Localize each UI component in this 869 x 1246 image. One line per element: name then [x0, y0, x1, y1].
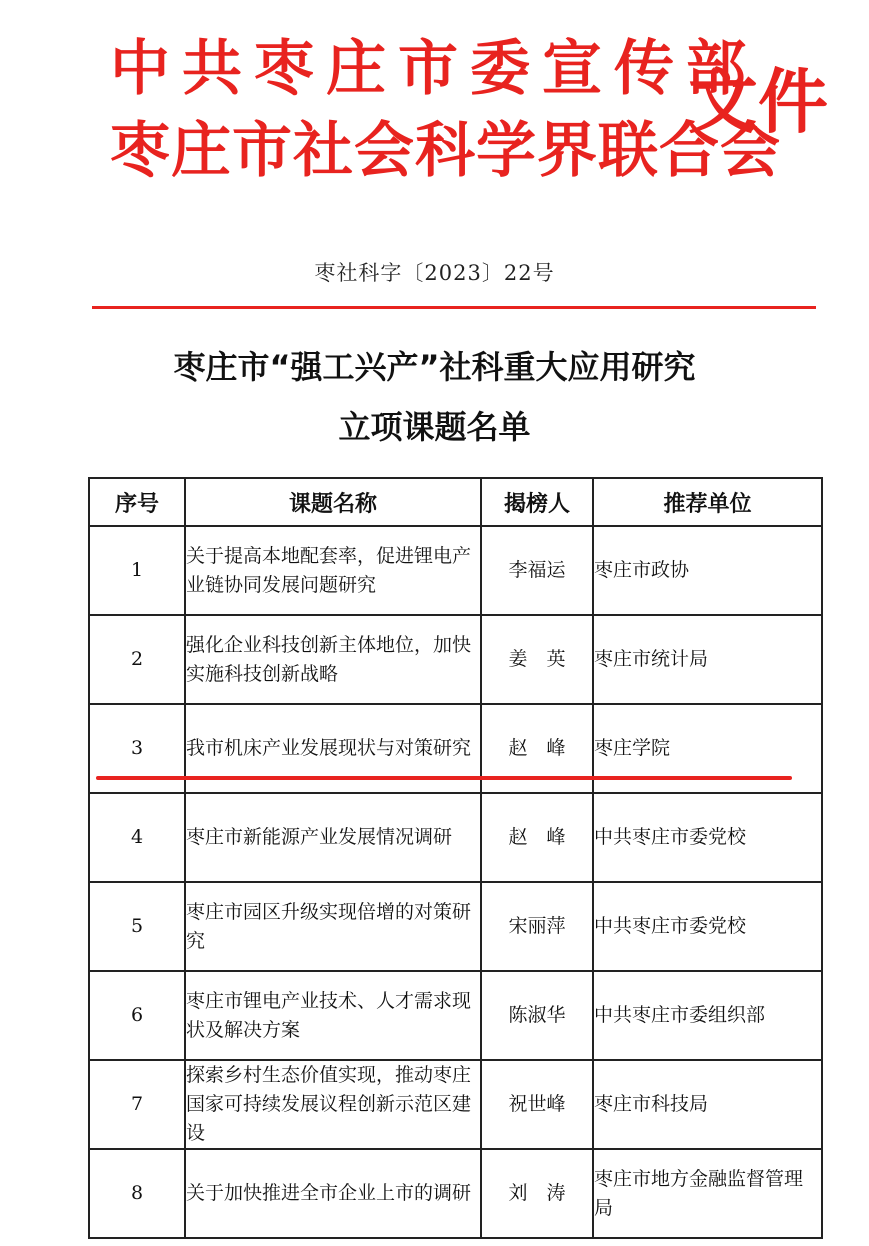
- page-title-line-1: 枣庄市“强工兴产”社科重大应用研究: [173, 348, 696, 386]
- row-person: 李福运: [481, 526, 593, 615]
- row-no: 3: [89, 704, 185, 793]
- doc-type-label: 文件: [688, 61, 828, 143]
- row-no: 2: [89, 615, 185, 704]
- issuer-line-2: 枣庄市社会科学界联合会: [110, 116, 781, 186]
- row-topic: 我市机床产业发展现状与对策研究: [185, 704, 481, 793]
- table-row: [89, 615, 822, 704]
- row-unit: 枣庄学院: [593, 704, 822, 793]
- table-row: [89, 1149, 822, 1238]
- header-unit: 推荐单位: [593, 478, 822, 526]
- row-no: 6: [89, 971, 185, 1060]
- row-person: 赵 峰: [481, 704, 593, 793]
- table-row: [89, 971, 822, 1060]
- header-no: 序号: [89, 478, 185, 526]
- row-topic: 枣庄市锂电产业技术、人才需求现状及解决方案: [185, 971, 481, 1060]
- table-row: [89, 526, 822, 615]
- row-no: 1: [89, 526, 185, 615]
- table-row: [89, 882, 822, 971]
- issuer-line-1: 中共枣庄市委宣传部: [110, 34, 758, 104]
- header-topic: 课题名称: [185, 478, 481, 526]
- table-row: [89, 1060, 822, 1149]
- row-topic: 关于加快推进全市企业上市的调研: [185, 1149, 481, 1238]
- row-topic: 枣庄市园区升级实现倍增的对策研究: [185, 882, 481, 971]
- row-topic: 强化企业科技创新主体地位，加快实施科技创新战略: [185, 615, 481, 704]
- header-divider: [92, 306, 816, 309]
- page-title-line-2: 立项课题名单: [338, 408, 531, 446]
- row-person: 陈淑华: [481, 971, 593, 1060]
- document-number: 枣社科字〔2023〕22号: [314, 261, 555, 285]
- row-person: 宋丽萍: [481, 882, 593, 971]
- row-unit: 中共枣庄市委党校: [593, 882, 822, 971]
- project-table: [88, 477, 823, 1239]
- row-unit: 中共枣庄市委党校: [593, 793, 822, 882]
- table-header-row: [89, 478, 822, 526]
- row-unit: 枣庄市科技局: [593, 1060, 822, 1149]
- row-topic: 枣庄市新能源产业发展情况调研: [185, 793, 481, 882]
- row-unit: 枣庄市统计局: [593, 615, 822, 704]
- red-underline-annotation: [96, 776, 792, 780]
- row-topic: 关于提高本地配套率，促进锂电产业链协同发展问题研究: [185, 526, 481, 615]
- row-topic: 探索乡村生态价值实现，推动枣庄国家可持续发展议程创新示范区建设: [185, 1060, 481, 1149]
- row-no: 5: [89, 882, 185, 971]
- row-person: 姜 英: [481, 615, 593, 704]
- row-unit: 中共枣庄市委组织部: [593, 971, 822, 1060]
- table-row: [89, 793, 822, 882]
- row-no: 4: [89, 793, 185, 882]
- header-person: 揭榜人: [481, 478, 593, 526]
- row-no: 8: [89, 1149, 185, 1238]
- row-person: 刘 涛: [481, 1149, 593, 1238]
- row-person: 祝世峰: [481, 1060, 593, 1149]
- row-unit: 枣庄市地方金融监督管理局: [593, 1149, 822, 1238]
- row-person: 赵 峰: [481, 793, 593, 882]
- row-unit: 枣庄市政协: [593, 526, 822, 615]
- row-no: 7: [89, 1060, 185, 1149]
